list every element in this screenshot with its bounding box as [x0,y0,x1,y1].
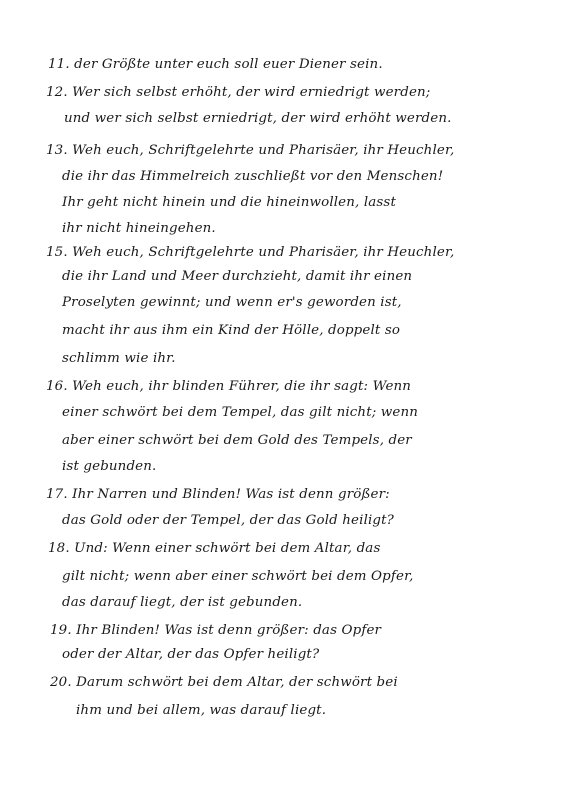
verse-text: gilt nicht; wenn aber einer schwört bei dem Opfer, [62,569,414,584]
verse-12-line-2 [64,110,452,128]
verse-text: schlimm wie ihr. [62,351,176,366]
verse-13-line-4 [62,220,216,238]
verse-18-line-3 [62,594,302,612]
verse-text: Weh euch, Schriftgelehrte und Pharisäer, ihr Heuchler, [72,245,455,260]
verse-text: Ihr geht nicht hinein und die hineinwollen, lasst [62,195,396,210]
verse-11-line-1 [48,56,383,74]
verse-text: der Größte unter euch soll euer Diener sein. [74,57,383,72]
verse-13-line-1 [46,142,454,160]
verse-15-line-5 [62,350,176,368]
verse-text: Ihr Blinden! Was ist denn größer: das Opfer [76,623,382,638]
verse-15-line-3 [62,294,402,312]
verse-text: Wer sich selbst erhöht, der wird erniedrigt werden; [72,85,431,100]
verse-18-line-2 [62,568,414,586]
verse-text: ihm und bei allem, was darauf liegt. [76,703,327,718]
verse-text: Weh euch, ihr blinden Führer, die ihr sagt: Wenn [72,379,412,394]
verse-text: einer schwört bei dem Tempel, das gilt nicht; wenn [62,405,419,420]
verse-16-line-4 [62,458,156,476]
verse-text: das darauf liegt, der ist gebunden. [62,595,303,610]
verse-12-line-1 [46,84,430,102]
verse-number: 12. [46,85,68,100]
verse-15-line-4 [62,322,400,340]
verse-text: ist gebunden. [62,459,157,474]
verse-number: 20. [50,675,72,690]
verse-17-line-1 [46,486,390,504]
verse-15-line-2 [62,268,412,286]
verse-15-line-1 [46,244,454,262]
verse-16-line-1 [46,378,411,396]
verse-20-line-1 [50,674,398,692]
verse-number: 11. [48,57,70,72]
verse-13-line-2 [62,168,443,186]
verse-number: 19. [50,623,72,638]
verse-text: oder der Altar, der das Opfer heiligt? [62,647,320,662]
verse-20-line-2 [76,702,326,720]
verse-17-line-2 [62,512,394,530]
verse-number: 16. [46,379,68,394]
verse-text: die ihr Land und Meer durchzieht, damit ihr einen [62,269,413,284]
verse-text: das Gold oder der Tempel, der das Gold heiligt? [62,513,395,528]
verse-number: 15. [46,245,68,260]
verse-19-line-1 [50,622,381,640]
verse-number: 17. [46,487,68,502]
verse-13-line-3 [62,194,396,212]
verse-text: Darum schwört bei dem Altar, der schwört bei [76,675,398,690]
verse-text: Proselyten gewinnt; und wenn er's geworden ist, [62,295,402,310]
verse-text: Und: Wenn einer schwört bei dem Altar, das [74,541,381,556]
verse-19-line-2 [62,646,319,664]
verse-text: die ihr das Himmelreich zuschließt vor den Menschen! [62,169,444,184]
verse-text: aber einer schwört bei dem Gold des Tempels, der [62,433,412,448]
verse-number: 18. [48,541,70,556]
verse-text: Ihr Narren und Blinden! Was ist denn größer: [72,487,390,502]
verse-18-line-1 [48,540,380,558]
verse-text: Weh euch, Schriftgelehrte und Pharisäer, ihr Heuchler, [72,143,455,158]
verse-text: und wer sich selbst erniedrigt, der wird erhöht werden. [64,111,452,126]
verse-16-line-3 [62,432,412,450]
verse-number: 13. [46,143,68,158]
verse-text: ihr nicht hineingehen. [62,221,216,236]
verse-16-line-2 [62,404,418,422]
verse-text: macht ihr aus ihm ein Kind der Hölle, doppelt so [62,323,401,338]
